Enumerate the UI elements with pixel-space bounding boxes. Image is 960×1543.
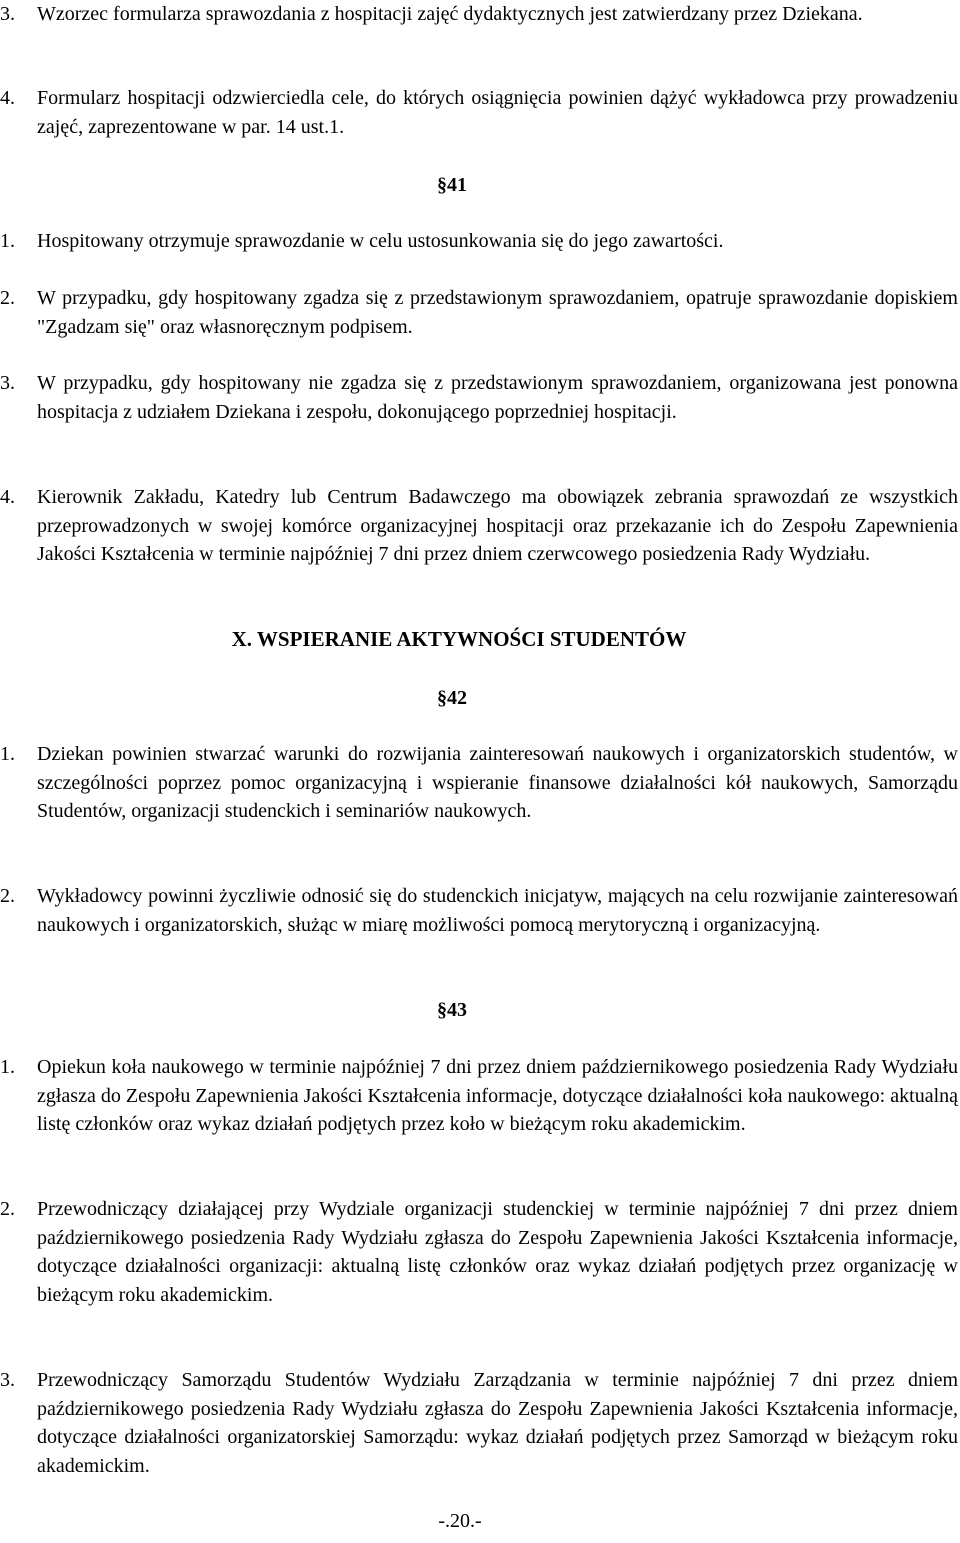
- item-text: Kierownik Zakładu, Katedry lub Centrum Badawczego ma obowiązek zebrania sprawozdań ze wszystkich przeprowadzonych w swojej komórce organizacyjnej hospitacji oraz przekazanie ich do Zespołu Zapewnienia Jakości Kształcenia w terminie najpóźniej 7 dni przez dniem czerwcowego posiedzenia Rady Wydziału.: [37, 486, 958, 565]
- item-text: Dziekan powinien stwarzać warunki do rozwijania zainteresowań naukowych i organizatorskich studentów, w szczególności poprzez pomoc organizacyjną i wspieranie finansowe działalności kół naukowych, Samorządu Studentów, organizacji studenckich i seminariów naukowych.: [37, 743, 958, 822]
- item-number: 1.: [0, 1056, 15, 1078]
- list-item: [0, 1366, 958, 1480]
- item-text: Wzorzec formularza sprawozdania z hospitacji zajęć dydaktycznych jest zatwierdzany przez Dziekana.: [37, 3, 863, 25]
- item-number: 1.: [0, 743, 15, 765]
- section-sign: §: [437, 687, 447, 709]
- list-item: [0, 0, 958, 29]
- item-text: Formularz hospitacji odzwierciedla cele, do których osiągnięcia powinien dążyć wykładowca przy prowadzeniu zajęć, zaprezentowane w par. 14 ust.1.: [37, 87, 958, 138]
- section-sign: §: [437, 999, 447, 1021]
- item-text: Opiekun koła naukowego w terminie najpóźniej 7 dni przez dniem październikowego posiedzenia Rady Wydziału zgłasza do Zespołu Zapewnienia Jakości Kształcenia informacje, dotyczące działalności koła naukowego: aktualną listę członków oraz wykaz działań podjętych przez koło w bieżącym roku akademickim.: [37, 1056, 958, 1135]
- item-number: 2.: [0, 1198, 15, 1220]
- item-number: 2.: [0, 885, 15, 907]
- section-heading-42: [437, 684, 467, 712]
- section-number: 43: [447, 999, 467, 1021]
- section-heading-41: [437, 171, 467, 199]
- page-number: -.20.-: [438, 1510, 482, 1532]
- item-text: Przewodniczący Samorządu Studentów Wydziału Zarządzania w terminie najpóźniej 7 dni przez dniem październikowego posiedzenia Rady Wydziału zgłasza do Zespołu Zapewnienia Jakości Kształcenia informacje, dotyczące działalności organizatorskiej Samorządu: wykaz działań podjętych przez Samorząd w bieżącym roku akademickim.: [37, 1369, 958, 1477]
- item-number: 3.: [0, 3, 15, 25]
- item-text: W przypadku, gdy hospitowany nie zgadza się z przedstawionym sprawozdaniem, organizowana jest ponowna hospitacja z udziałem Dziekana i zespołu, dokonującego poprzedniej hospitacji.: [37, 372, 958, 423]
- item-number: 1.: [0, 230, 15, 252]
- section-heading-43: [437, 996, 467, 1024]
- item-number: 3.: [0, 1369, 15, 1391]
- list-item: [0, 740, 958, 826]
- item-text: W przypadku, gdy hospitowany zgadza się z przedstawionym sprawozdaniem, opatruje sprawozdanie dopiskiem "Zgadzam się" oraz własnoręcznym podpisem.: [37, 287, 958, 338]
- item-text: Wykładowcy powinni życzliwie odnosić się do studenckich inicjatyw, mających na celu rozwijanie zainteresowań naukowych i organizatorskich, służąc w miarę możliwości pomocą merytoryczną i organizacyjną.: [37, 885, 958, 936]
- item-number: 2.: [0, 287, 15, 309]
- list-item: [0, 483, 958, 569]
- item-number: 4.: [0, 87, 15, 109]
- list-item: [0, 369, 958, 426]
- item-text: Przewodniczący działającej przy Wydziale organizacji studenckiej w terminie najpóźniej 7 dni przez dniem październikowego posiedzenia Rady Wydziału zgłasza do Zespołu Zapewnienia Jakości Kształcenia informacje, dotyczące działalności organizacji: aktualną listę członków oraz wykaz działań podjętych przez organizację w bieżącym roku akademickim.: [37, 1198, 958, 1306]
- section-sign: §: [437, 174, 447, 196]
- section-number: 41: [447, 174, 467, 196]
- section-number: 42: [447, 687, 467, 709]
- list-item: [0, 227, 958, 256]
- item-number: 3.: [0, 372, 15, 394]
- list-item: [0, 1195, 958, 1309]
- item-text: Hospitowany otrzymuje sprawozdanie w celu ustosunkowania się do jego zawartości.: [37, 230, 724, 252]
- list-item: [0, 1053, 958, 1139]
- list-item: [0, 84, 958, 141]
- list-item: [0, 284, 958, 341]
- chapter-heading: X. WSPIERANIE AKTYWNOŚCI STUDENTÓW: [231, 627, 687, 651]
- list-item: [0, 882, 958, 939]
- item-number: 4.: [0, 486, 15, 508]
